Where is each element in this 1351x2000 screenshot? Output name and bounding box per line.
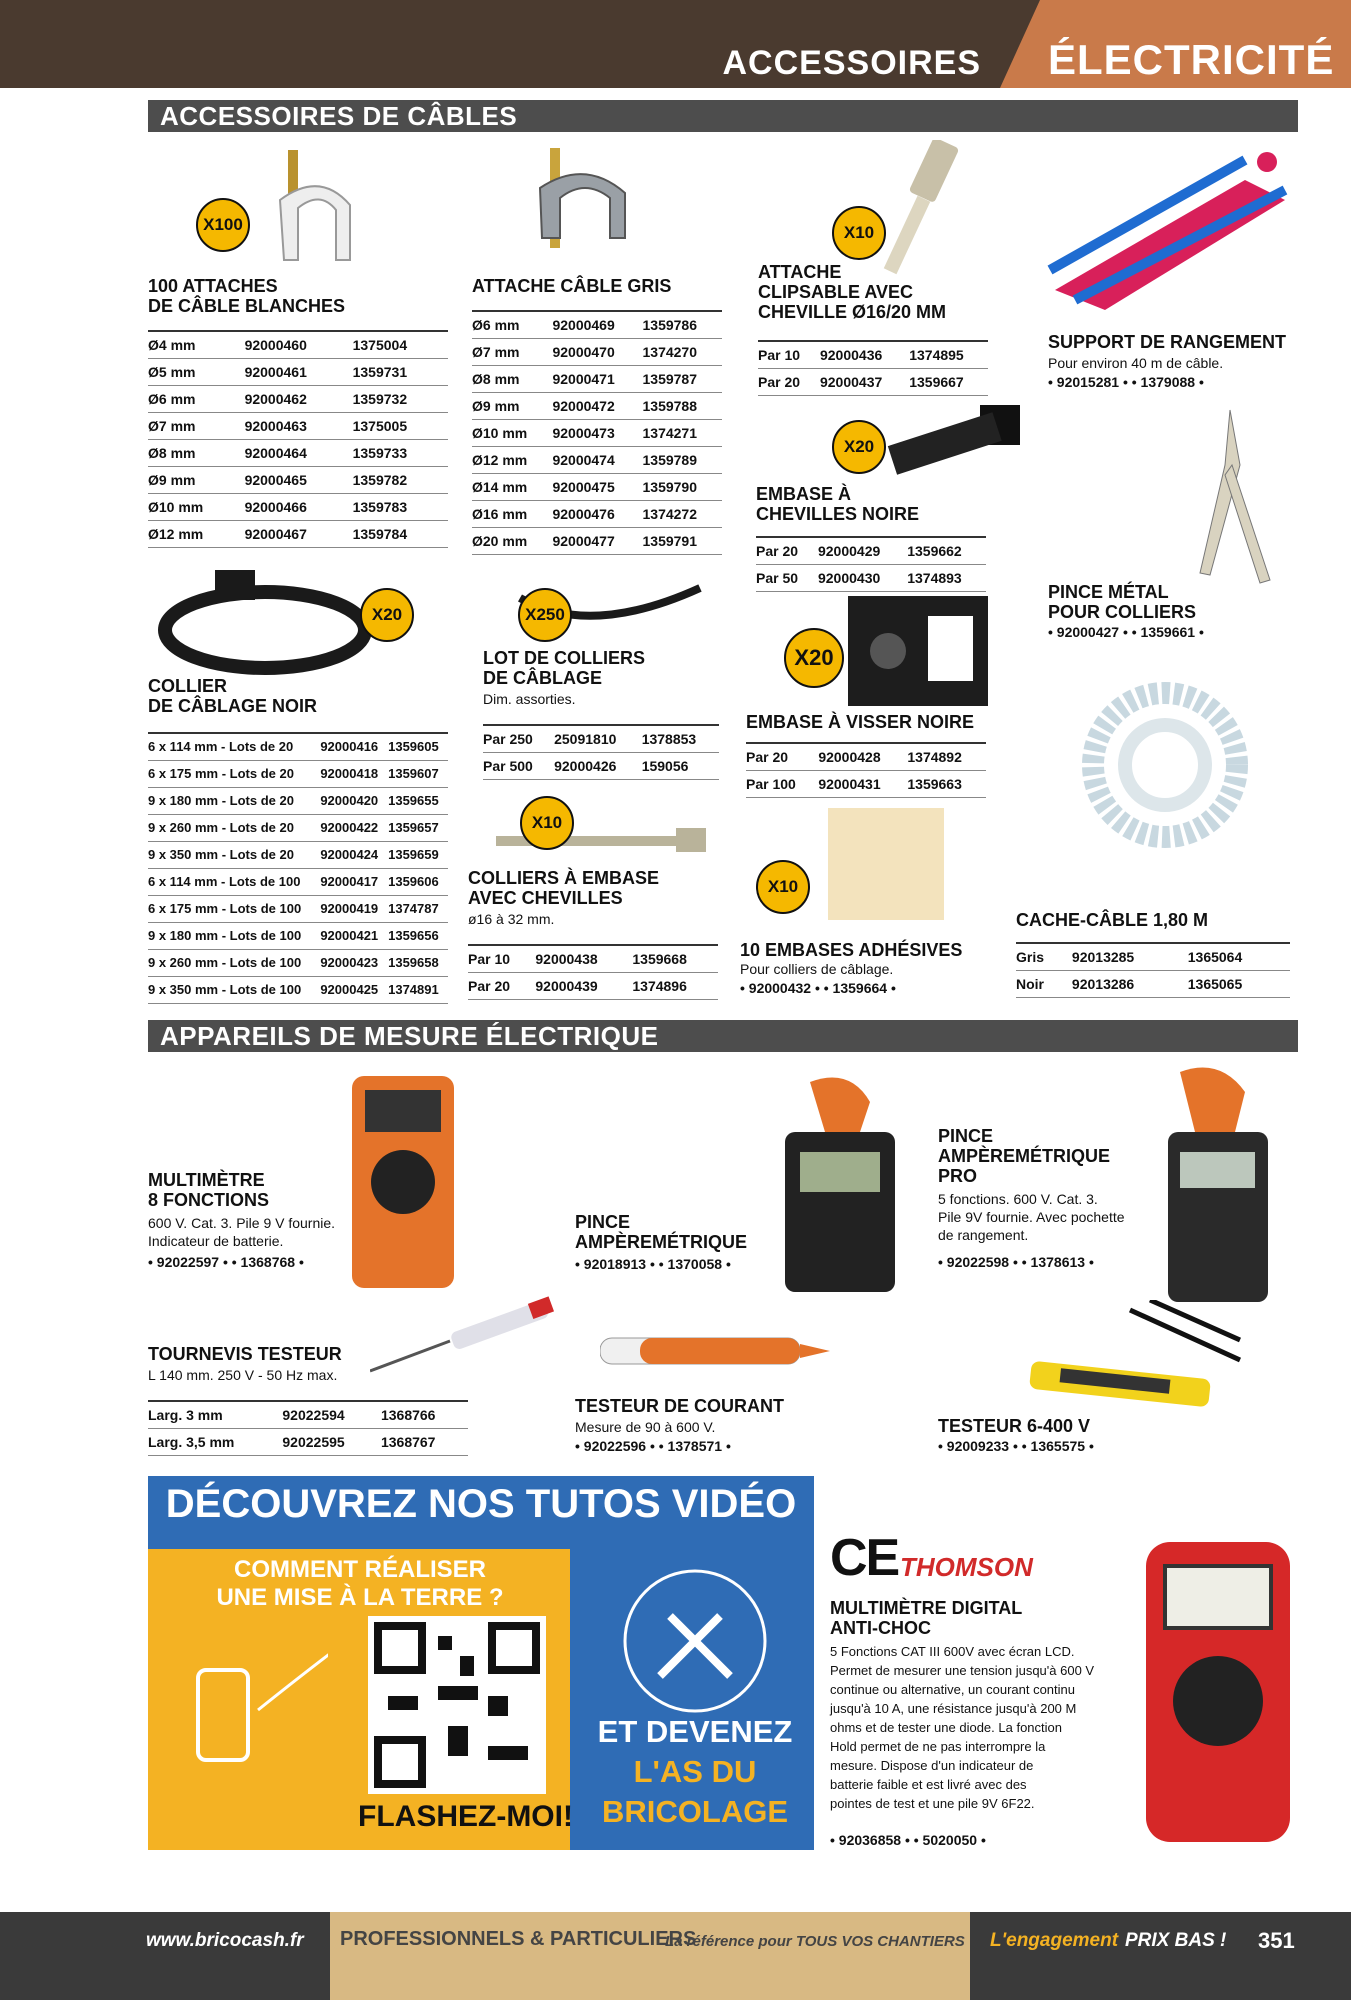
table-cell: 92000422 bbox=[320, 814, 388, 841]
adhesive-base-image bbox=[828, 808, 944, 920]
product-title-white-clips: 100 ATTACHES DE CÂBLE BLANCHES bbox=[148, 276, 346, 316]
footer-ref: La référence pour TOUS VOS CHANTIERS bbox=[665, 1933, 965, 1950]
table-cell: 92000465 bbox=[245, 466, 353, 493]
table-cell: Par 20 bbox=[468, 972, 535, 999]
table-row bbox=[148, 1401, 468, 1428]
product-title-colliers-embase: COLLIERS À EMBASE AVEC CHEVILLES bbox=[468, 868, 660, 908]
table-cell: 6 x 175 mm - Lots de 100 bbox=[148, 895, 320, 922]
table-row bbox=[472, 419, 722, 446]
footer-prix-bas: PRIX BAS ! bbox=[1125, 1930, 1227, 1951]
table-row bbox=[148, 331, 448, 358]
table-cell: 1365065 bbox=[1188, 970, 1290, 997]
table-cell: 92000419 bbox=[320, 895, 388, 922]
table-cell: Ø14 mm bbox=[472, 473, 552, 500]
product-desc-testeur-courant: Mesure de 90 à 600 V. bbox=[575, 1419, 716, 1435]
ce-mark: CE bbox=[830, 1529, 899, 1587]
table-cell: 1359786 bbox=[643, 311, 723, 338]
table-cell: 92000424 bbox=[320, 841, 388, 868]
table-cell: 92000430 bbox=[818, 564, 907, 591]
table-cell: Ø7 mm bbox=[472, 338, 552, 365]
product-title-pince-metal: PINCE MÉTAL POUR COLLIERS bbox=[1048, 582, 1197, 622]
header-section: ÉLECTRICITÉ bbox=[1048, 36, 1335, 83]
table-cell: 92000428 bbox=[818, 743, 907, 770]
promo-title: DÉCOUVREZ NOS TUTOS VIDÉO bbox=[165, 1482, 797, 1526]
table-cell: Ø8 mm bbox=[148, 439, 245, 466]
tester-screwdriver-image bbox=[370, 1296, 560, 1381]
table-cell: Par 10 bbox=[758, 341, 820, 368]
table-cell: Ø16 mm bbox=[472, 500, 552, 527]
spec-table-clipsable bbox=[758, 340, 988, 396]
desc-line: batterie faible et est livré avec des bbox=[830, 1777, 1027, 1792]
table-row bbox=[148, 520, 448, 547]
desc-line: mesure. Dispose d'un indicateur de bbox=[830, 1758, 1034, 1773]
table-cell: 92000429 bbox=[818, 537, 907, 564]
table-cell: 92000463 bbox=[245, 412, 353, 439]
desc-line: Permet de mesurer une tension jusqu'à 600 V bbox=[830, 1663, 1095, 1678]
tools-circle-icon bbox=[620, 1566, 770, 1721]
table-row bbox=[472, 446, 722, 473]
table-cell: 1368767 bbox=[381, 1428, 468, 1455]
table-cell: 9 x 260 mm - Lots de 20 bbox=[148, 814, 320, 841]
table-cell: 1359657 bbox=[388, 814, 448, 841]
spec-table-collier-noir bbox=[148, 732, 448, 1004]
table-cell: 1359658 bbox=[388, 949, 448, 976]
table-cell: 1374895 bbox=[909, 341, 988, 368]
table-cell: Gris bbox=[1016, 943, 1072, 970]
table-row bbox=[148, 439, 448, 466]
table-cell: 1359791 bbox=[643, 527, 723, 554]
table-cell: 1359732 bbox=[353, 385, 448, 412]
table-cell: 92000474 bbox=[552, 446, 642, 473]
table-row bbox=[1016, 943, 1290, 970]
product-codes-pince-amp-pro: • 92022598 • • 1378613 • bbox=[938, 1254, 1094, 1270]
table-cell: Par 10 bbox=[468, 945, 535, 972]
product-title-embase-visser: EMBASE À VISSER NOIRE bbox=[746, 712, 975, 732]
product-title-tournevis: TOURNEVIS TESTEUR bbox=[148, 1344, 342, 1364]
table-row bbox=[148, 814, 448, 841]
table-cell: 92000438 bbox=[535, 945, 632, 972]
table-cell: 92000469 bbox=[552, 311, 642, 338]
spec-table-cache-cable bbox=[1016, 942, 1290, 998]
table-cell: 1374891 bbox=[388, 976, 448, 1003]
product-title-embase-chevilles: EMBASE À CHEVILLES NOIRE bbox=[756, 484, 920, 524]
table-row bbox=[148, 385, 448, 412]
table-cell: Ø9 mm bbox=[148, 466, 245, 493]
table-cell: 1359659 bbox=[388, 841, 448, 868]
product-desc-support: Pour environ 40 m de câble. bbox=[1048, 355, 1224, 371]
table-cell: 1359668 bbox=[632, 945, 718, 972]
promo-subtitle: COMMENT RÉALISER UNE MISE À LA TERRE ? bbox=[216, 1556, 504, 1611]
table-cell: 1359656 bbox=[388, 922, 448, 949]
table-row bbox=[148, 868, 448, 895]
table-row bbox=[148, 466, 448, 493]
table-cell: Par 20 bbox=[758, 368, 820, 395]
metal-tie-pliers-image bbox=[1170, 405, 1290, 590]
table-cell: 6 x 114 mm - Lots de 100 bbox=[148, 868, 320, 895]
multimeter-8-image bbox=[352, 1076, 454, 1288]
table-row bbox=[756, 564, 986, 591]
product-title-testeur-courant: TESTEUR DE COURANT bbox=[575, 1396, 785, 1416]
table-row bbox=[148, 949, 448, 976]
product-desc-multimetre-digital bbox=[830, 1642, 1094, 1813]
clamp-meter-pro-image bbox=[1150, 1062, 1280, 1311]
table-cell: 1359605 bbox=[388, 733, 448, 760]
table-row bbox=[746, 770, 986, 797]
table-row bbox=[148, 1428, 468, 1455]
table-row bbox=[148, 895, 448, 922]
table-cell: 1359662 bbox=[907, 537, 986, 564]
badge-x10-adhesives: X10 bbox=[756, 860, 810, 914]
table-cell: 92022594 bbox=[282, 1401, 381, 1428]
brand-thomson: THOMSON bbox=[900, 1552, 1033, 1582]
table-cell: 92000431 bbox=[818, 770, 907, 797]
table-cell: Ø8 mm bbox=[472, 365, 552, 392]
table-cell: 1359606 bbox=[388, 868, 448, 895]
product-title-pince-amp: PINCE AMPÈREMÉTRIQUE bbox=[575, 1212, 748, 1252]
table-row bbox=[472, 338, 722, 365]
digital-multimeter-image bbox=[1146, 1542, 1290, 1842]
table-cell: 1359667 bbox=[909, 368, 988, 395]
table-cell: 1359788 bbox=[643, 392, 723, 419]
table-row bbox=[756, 537, 986, 564]
table-cell: 1368766 bbox=[381, 1401, 468, 1428]
table-cell: Par 20 bbox=[746, 743, 818, 770]
spec-table-embase-chevilles bbox=[756, 536, 986, 592]
table-cell: 9 x 260 mm - Lots de 100 bbox=[148, 949, 320, 976]
table-cell: 92000473 bbox=[552, 419, 642, 446]
table-cell: Ø12 mm bbox=[472, 446, 552, 473]
product-title-grey-clip: ATTACHE CÂBLE GRIS bbox=[472, 276, 672, 296]
table-cell: Larg. 3,5 mm bbox=[148, 1428, 282, 1455]
table-row bbox=[758, 368, 988, 395]
product-title-support: SUPPORT DE RANGEMENT bbox=[1048, 332, 1287, 352]
table-row bbox=[483, 725, 719, 752]
desc-line: 5 Fonctions CAT III 600V avec écran LCD. bbox=[830, 1644, 1075, 1659]
badge-x10-clipsable: X10 bbox=[832, 206, 886, 260]
table-cell: 1359789 bbox=[643, 446, 723, 473]
desc-line: Hold permet de ne pas interrompre la bbox=[830, 1739, 1046, 1754]
table-cell: 92000420 bbox=[320, 787, 388, 814]
badge-x10-colliers-embase: X10 bbox=[520, 796, 574, 850]
product-codes-multimetre-digital: • 92036858 • • 5020050 • bbox=[830, 1832, 986, 1848]
table-cell: 92000476 bbox=[552, 500, 642, 527]
product-title-collier-noir: COLLIER DE CÂBLAGE NOIR bbox=[148, 676, 318, 716]
table-cell: Ø10 mm bbox=[472, 419, 552, 446]
badge-x20-embase-chevilles: X20 bbox=[832, 420, 886, 474]
spec-table-lot-colliers bbox=[483, 724, 719, 780]
badge-x250: X250 bbox=[518, 588, 572, 642]
phone-hand-icon bbox=[178, 1650, 328, 1795]
product-codes-adhesives: • 92000432 • • 1359664 • bbox=[740, 980, 896, 996]
table-cell: 92000467 bbox=[245, 520, 353, 547]
product-desc-adhesives: Pour colliers de câblage. bbox=[740, 961, 894, 977]
table-row bbox=[472, 365, 722, 392]
table-row bbox=[746, 743, 986, 770]
table-cell: 92000425 bbox=[320, 976, 388, 1003]
table-cell: 1359663 bbox=[907, 770, 986, 797]
table-row bbox=[468, 972, 718, 999]
table-cell: Ø4 mm bbox=[148, 331, 245, 358]
table-cell: 92000423 bbox=[320, 949, 388, 976]
spec-table-tournevis bbox=[148, 1400, 468, 1456]
table-row bbox=[148, 787, 448, 814]
table-cell: 1374892 bbox=[907, 743, 986, 770]
table-cell: 9 x 350 mm - Lots de 100 bbox=[148, 976, 320, 1003]
current-tester-image bbox=[600, 1328, 830, 1379]
table-cell: 92000471 bbox=[552, 365, 642, 392]
table-cell: 1359607 bbox=[388, 760, 448, 787]
badge-x20-embase-visser: X20 bbox=[784, 628, 844, 688]
desc-line: jusqu'à 10 A, une résistance jusqu'à 200 M bbox=[830, 1701, 1077, 1716]
table-cell: 9 x 180 mm - Lots de 100 bbox=[148, 922, 320, 949]
table-cell: 1359784 bbox=[353, 520, 448, 547]
table-cell: 92000426 bbox=[554, 752, 642, 779]
table-cell: 92000416 bbox=[320, 733, 388, 760]
table-cell: Ø20 mm bbox=[472, 527, 552, 554]
product-title-multimetre8: MULTIMÈTRE 8 FONCTIONS bbox=[148, 1170, 270, 1210]
table-cell: 1359787 bbox=[643, 365, 723, 392]
product-codes-testeur-6400: • 92009233 • • 1365575 • bbox=[938, 1438, 1094, 1454]
table-cell: 92000418 bbox=[320, 760, 388, 787]
table-cell: 1375005 bbox=[353, 412, 448, 439]
table-cell: 1374272 bbox=[643, 500, 723, 527]
table-cell: 1375004 bbox=[353, 331, 448, 358]
grey-cable-clip-image bbox=[530, 148, 640, 273]
cable-cover-spiral-image bbox=[1080, 680, 1250, 855]
table-cell: 1374893 bbox=[907, 564, 986, 591]
table-cell: Ø9 mm bbox=[472, 392, 552, 419]
table-row bbox=[148, 493, 448, 520]
product-desc-colliers-embase: ø16 à 32 mm. bbox=[468, 911, 555, 927]
table-cell: Ø5 mm bbox=[148, 358, 245, 385]
footer-wood-panel bbox=[330, 1912, 970, 2000]
desc-line: ohms et de tester une diode. La fonction bbox=[830, 1720, 1062, 1735]
table-row bbox=[148, 760, 448, 787]
product-codes-pince-amp: • 92018913 • • 1370058 • bbox=[575, 1256, 731, 1272]
product-desc-lot-colliers: Dim. assorties. bbox=[483, 691, 576, 707]
table-cell: 1359783 bbox=[353, 493, 448, 520]
table-row bbox=[472, 473, 722, 500]
cable-reel-support-image bbox=[1045, 150, 1305, 325]
product-title-adhesives: 10 EMBASES ADHÉSIVES bbox=[740, 940, 963, 960]
table-cell: 92013285 bbox=[1072, 943, 1188, 970]
table-cell: 92000460 bbox=[245, 331, 353, 358]
table-cell: Ø10 mm bbox=[148, 493, 245, 520]
product-desc-tournevis: L 140 mm. 250 V - 50 Hz max. bbox=[148, 1367, 338, 1383]
table-row bbox=[472, 527, 722, 554]
table-cell: 92000464 bbox=[245, 439, 353, 466]
footer-pro: PROFESSIONNELS & PARTICULIERS bbox=[340, 1928, 697, 1950]
table-row bbox=[468, 945, 718, 972]
product-desc-multimetre8: 600 V. Cat. 3. Pile 9 V fournie. Indicateur de batterie. bbox=[148, 1215, 336, 1249]
table-cell: Ø7 mm bbox=[148, 412, 245, 439]
product-codes-support: • 92015281 • • 1379088 • bbox=[1048, 374, 1204, 390]
table-row bbox=[472, 392, 722, 419]
table-cell: 1359782 bbox=[353, 466, 448, 493]
table-row bbox=[148, 976, 448, 1003]
table-row bbox=[472, 311, 722, 338]
voltage-tester-image bbox=[990, 1300, 1250, 1415]
table-cell: 1374270 bbox=[643, 338, 723, 365]
table-cell: 1374896 bbox=[632, 972, 718, 999]
header-category: ACCESSOIRES bbox=[722, 44, 981, 82]
table-row bbox=[758, 341, 988, 368]
product-title-pince-amp-pro: PINCE AMPÈREMÉTRIQUE PRO bbox=[938, 1126, 1111, 1186]
spec-table-grey-clip bbox=[472, 310, 722, 555]
product-title-multimetre-digital: MULTIMÈTRE DIGITAL ANTI-CHOC bbox=[830, 1598, 1023, 1638]
table-cell: 9 x 180 mm - Lots de 20 bbox=[148, 787, 320, 814]
white-cable-clip-image bbox=[270, 150, 370, 275]
table-cell: 1374271 bbox=[643, 419, 723, 446]
table-cell: 1374787 bbox=[388, 895, 448, 922]
product-codes-pince-metal: • 92000427 • • 1359661 • bbox=[1048, 624, 1204, 640]
table-cell: 92000477 bbox=[552, 527, 642, 554]
product-title-cache-cable: CACHE-CÂBLE 1,80 M bbox=[1016, 910, 1209, 930]
table-cell: Ø6 mm bbox=[472, 311, 552, 338]
page-number: 351 bbox=[1258, 1928, 1295, 1953]
table-cell: Par 100 bbox=[746, 770, 818, 797]
footer-engagement: L'engagement bbox=[990, 1930, 1119, 1951]
table-cell: 1359731 bbox=[353, 358, 448, 385]
footer-url[interactable]: www.bricocash.fr bbox=[146, 1930, 304, 1951]
badge-x20-collier-noir: X20 bbox=[360, 588, 414, 642]
table-cell: Larg. 3 mm bbox=[148, 1401, 282, 1428]
table-cell: 6 x 114 mm - Lots de 20 bbox=[148, 733, 320, 760]
spec-table-colliers-embase bbox=[468, 944, 718, 1000]
table-cell: Ø6 mm bbox=[148, 385, 245, 412]
spec-table-white-clips bbox=[148, 330, 448, 548]
table-cell: 25091810 bbox=[554, 725, 642, 752]
table-cell: Ø12 mm bbox=[148, 520, 245, 547]
table-cell: 92000475 bbox=[552, 473, 642, 500]
table-row bbox=[1016, 970, 1290, 997]
table-row bbox=[483, 752, 719, 779]
promo-slogan: ET DEVENEZ L'AS DU BRICOLAGE bbox=[597, 1714, 793, 1829]
table-cell: 9 x 350 mm - Lots de 20 bbox=[148, 841, 320, 868]
clamp-meter-image bbox=[770, 1072, 920, 1307]
product-desc-pince-amp-pro: 5 fonctions. 600 V. Cat. 3. Pile 9V fournie. Avec pochette de rangement. bbox=[938, 1191, 1125, 1243]
table-cell: 92000472 bbox=[552, 392, 642, 419]
table-cell: Par 250 bbox=[483, 725, 554, 752]
table-cell: 1359733 bbox=[353, 439, 448, 466]
table-cell: 92000462 bbox=[245, 385, 353, 412]
section-title-cables: ACCESSOIRES DE CÂBLES bbox=[148, 100, 1298, 132]
table-cell: Par 50 bbox=[756, 564, 818, 591]
table-cell: 92000421 bbox=[320, 922, 388, 949]
desc-line: pointes de test et une pile 9V 6F22. bbox=[830, 1796, 1035, 1811]
screw-base-image bbox=[848, 596, 988, 711]
table-row bbox=[148, 733, 448, 760]
table-cell: 1359655 bbox=[388, 787, 448, 814]
table-cell: 159056 bbox=[642, 752, 719, 779]
badge-x100: X100 bbox=[196, 198, 250, 252]
promo-flash: FLASHEZ-MOI! bbox=[358, 1800, 573, 1833]
product-title-testeur-6400: TESTEUR 6-400 V bbox=[938, 1416, 1091, 1436]
table-row bbox=[472, 500, 722, 527]
table-row bbox=[148, 922, 448, 949]
table-cell: 92000417 bbox=[320, 868, 388, 895]
table-row bbox=[148, 412, 448, 439]
table-cell: 92022595 bbox=[282, 1428, 381, 1455]
table-cell: 92000466 bbox=[245, 493, 353, 520]
table-row bbox=[148, 841, 448, 868]
table-cell: 92000437 bbox=[820, 368, 909, 395]
table-cell: 92000461 bbox=[245, 358, 353, 385]
product-codes-multimetre8: • 92022597 • • 1368768 • bbox=[148, 1254, 304, 1270]
product-codes-testeur-courant: • 92022596 • • 1378571 • bbox=[575, 1438, 731, 1454]
table-cell: 92013286 bbox=[1072, 970, 1188, 997]
table-cell: Noir bbox=[1016, 970, 1072, 997]
table-cell: 6 x 175 mm - Lots de 20 bbox=[148, 760, 320, 787]
table-cell: 92000436 bbox=[820, 341, 909, 368]
table-cell: Par 20 bbox=[756, 537, 818, 564]
table-cell: Par 500 bbox=[483, 752, 554, 779]
black-cable-tie-image bbox=[155, 560, 395, 685]
table-cell: 92000470 bbox=[552, 338, 642, 365]
product-title-clipsable: ATTACHE CLIPSABLE AVEC CHEVILLE Ø16/20 MM bbox=[758, 262, 947, 322]
section-title-mesure: APPAREILS DE MESURE ÉLECTRIQUE bbox=[148, 1020, 1298, 1052]
table-cell: 1359790 bbox=[643, 473, 723, 500]
product-title-lot-colliers: LOT DE COLLIERS DE CÂBLAGE bbox=[483, 648, 645, 688]
table-cell: 92000439 bbox=[535, 972, 632, 999]
spec-table-embase-visser bbox=[746, 742, 986, 798]
qr-code[interactable] bbox=[368, 1616, 546, 1794]
desc-line: continue ou alternative, un courant continu bbox=[830, 1682, 1076, 1697]
table-cell: 1365064 bbox=[1188, 943, 1290, 970]
table-cell: 1378853 bbox=[642, 725, 719, 752]
table-row bbox=[148, 358, 448, 385]
